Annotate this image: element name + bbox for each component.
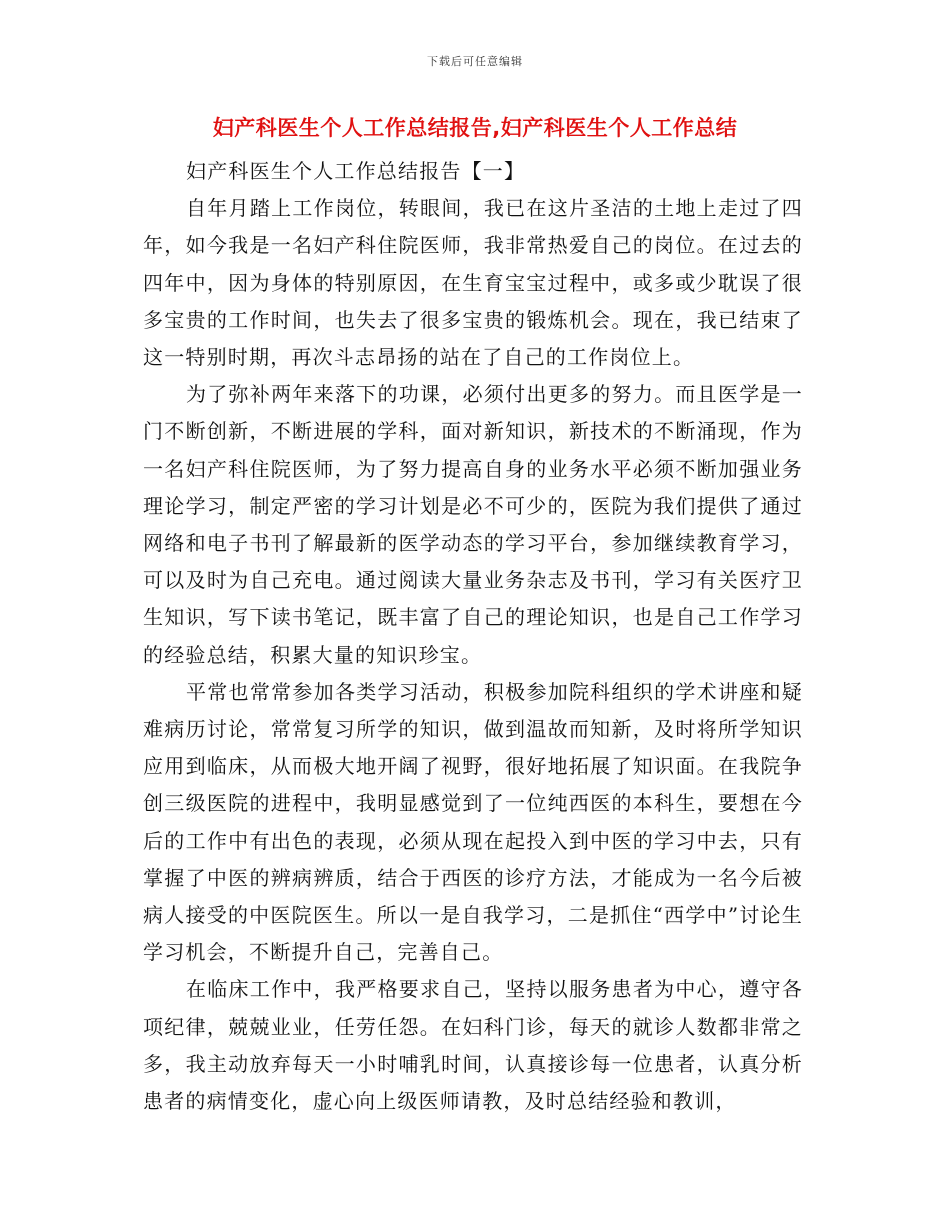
document-body [143, 153, 803, 1120]
paragraph: 在临床工作中，我严格要求自己，坚持以服务患者为中心，遵守各项纪律，兢兢业业，任劳任怨。在妇科门诊，每天的就诊人数都非常之多，我主动放弃每天一小时哺乳时间，认真接诊每一位患者，认真分析患者的病情变化，虚心向上级医师请教，及时总结经验和教训， [143, 977, 803, 1114]
page-header: 下载后可任意编辑 [427, 55, 523, 68]
paragraph: 为了弥补两年来落下的功课，必须付出更多的努力。而且医学是一门不断创新，不断进展的学科，面对新知识，新技术的不断涌现，作为一名妇产科住院医师，为了努力提高自身的业务水平必须不断加强业务理论学习，制定严密的学习计划是必不可少的，医院为我们提供了通过网络和电子书刊了解最新的医学动态的学习平台，参加继续教育学习，可以及时为自己充电。通过阅读大量业务杂志及书刊，学习有关医疗卫生知识，写下读书笔记，既丰富了自己的理论知识，也是自己工作学习的经验总结，积累大量的知识珍宝。 [143, 382, 803, 667]
section-heading: 妇产科医生个人工作总结报告【一】 [186, 159, 526, 183]
paragraph: 自年月踏上工作岗位，转眼间，我已在这片圣洁的土地上走过了四年，如今我是一名妇产科住院医师，我非常热爱自己的岗位。在过去的四年中，因为身体的特别原因，在生育宝宝过程中，或多或少耽误了很多宝贵的工作时间，也失去了很多宝贵的锻炼机会。现在，我已结束了这一特别时期，再次斗志昂扬的站在了自己的工作岗位上。 [143, 196, 803, 370]
paragraph: 平常也常常参加各类学习活动，积极参加院科组织的学术讲座和疑难病历讨论，常常复习所学的知识，做到温故而知新，及时将所学知识应用到临床，从而极大地开阔了视野，很好地拓展了知识面。在我院争创三级医院的进程中，我明显感觉到了一位纯西医的本科生，要想在今后的工作中有出色的表现，必须从现在起投入到中医的学习中去，只有掌握了中医的辨病辨质，结合于西医的诊疗方法，才能成为一名今后被病人接受的中医院医生。所以一是自我学习，二是抓住“西学中”讨论生学习机会，不断提升自己，完善自己。 [143, 679, 803, 965]
document-title: 妇产科医生个人工作总结报告,妇产科医生个人工作总结 [212, 116, 738, 140]
